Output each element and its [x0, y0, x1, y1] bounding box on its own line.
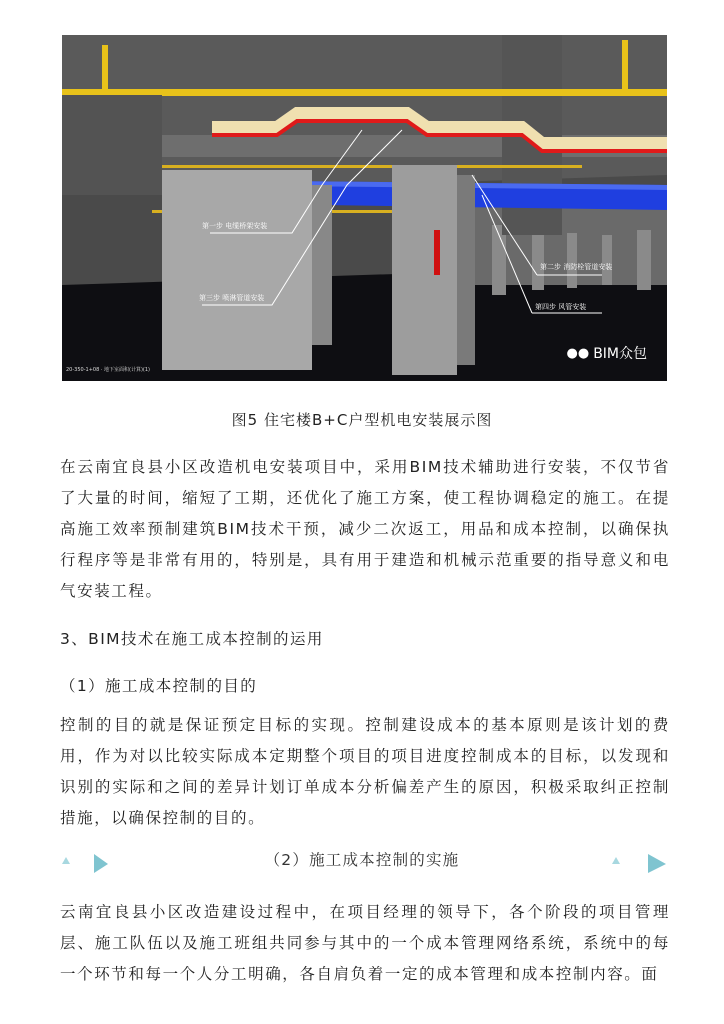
decor-triangles-right	[610, 852, 670, 874]
subsection-heading-1: （1）施工成本控制的目的	[60, 677, 258, 695]
section-heading-3: 3、BIM技术在施工成本控制的运用	[60, 630, 324, 648]
paragraph-1: 在云南宜良县小区改造机电安装项目中，采用BIM技术辅助进行安装，不仅节省了大量的时间，缩短了工期，还优化了施工方案，使工程协调稳定的施工。在提高施工效率预制建筑BIM技术干预，减少二次返工，用品和成本控制，以确保执行程序等是非常有用的，特别是，具有用于建造和机械示范重要的指导意义和电气安装工程。	[60, 458, 670, 600]
step1-label: 第一步 电缆桥架安装	[202, 222, 268, 230]
watermark	[567, 343, 648, 363]
subsection-heading-2: （2）施工成本控制的实施	[264, 851, 460, 869]
watermark-text: BIM众包	[593, 346, 647, 362]
step3-label: 第三步 喷淋管道安装	[199, 294, 265, 302]
step2-label: 第二步 消防栓管道安装	[540, 263, 613, 271]
bim-render-image	[62, 35, 667, 381]
viewport-status-label: 20-350-1+08 · 地下室面积(计算)(1)	[66, 367, 150, 373]
bim-render-figure	[62, 35, 667, 381]
paragraph-2: 控制的目的就是保证预定目标的实现。控制建设成本的基本原则是该计划的费用，作为对以比较实际成本定期整个项目的项目进度控制成本的目标，以发现和识别的实际和之间的差异计划订单成本分析偏差产生的原因，积极采取纠正控制措施，以确保控制的目的。	[60, 716, 670, 827]
paragraph-3: 云南宜良县小区改造建设过程中，在项目经理的领导下，各个阶段的项目管理层、施工队伍以及施工班组共同参与其中的一个成本管理网络系统，系统中的每一个环节和每一个人分工明确，各自肩负着一定的成本管理和成本控制内容。面	[60, 903, 670, 983]
wechat-icon: ●●	[566, 345, 590, 361]
figure-caption: 图5 住宅楼B+C户型机电安装展示图	[231, 411, 493, 429]
step4-label: 第四步 风管安装	[535, 303, 587, 311]
